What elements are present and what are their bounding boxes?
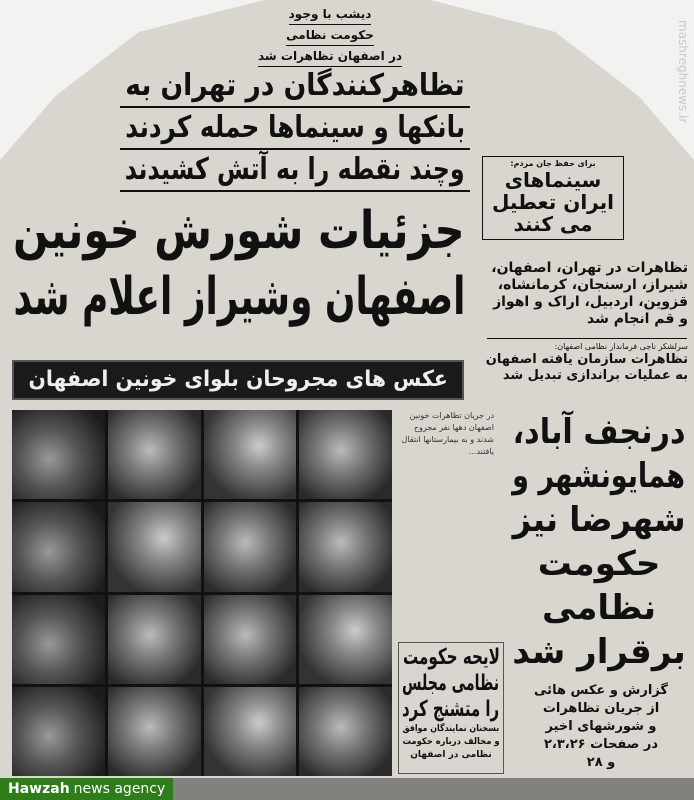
right-headline-row	[510, 586, 688, 630]
right-headline-line: حکومت	[537, 544, 661, 584]
law-sub: و مخالف درباره حکومت	[402, 737, 500, 747]
report-line: از جریان تظاهرات	[542, 701, 660, 716]
photo	[12, 410, 105, 499]
box-line: ایران تعطیل	[492, 190, 614, 214]
kicker-row	[240, 46, 420, 67]
photo	[12, 502, 105, 591]
main-headline	[6, 198, 472, 330]
photo	[108, 502, 201, 591]
right-headline-row	[510, 498, 688, 542]
right-headline-row	[510, 542, 688, 586]
report-row	[516, 700, 686, 718]
headline-line: وچند نقطه را به آتش کشیدند	[125, 152, 465, 187]
box-line: می کنند	[513, 212, 593, 236]
isfahan-story	[483, 342, 688, 384]
right-headline-line: درنجف آباد،	[512, 412, 686, 452]
right-headline-line: شهرضا نیز	[512, 500, 686, 540]
headline-row	[120, 108, 470, 150]
photo	[299, 687, 392, 776]
box-row	[483, 213, 623, 235]
photo	[108, 410, 201, 499]
right-headline-line: همایونشهر و	[512, 456, 686, 496]
report-line: گزارش و عکس هائی	[534, 683, 668, 698]
photo-grid	[12, 410, 392, 776]
law-sub-row	[401, 736, 501, 749]
report-row	[516, 682, 686, 700]
isfahan-kicker: سرلشکر ناجی فرماندار نظامی اصفهان:	[554, 342, 688, 351]
photo-caption: عکس های مجروحان بلوای خونین اصفهان	[28, 367, 448, 392]
right-headline-row	[510, 410, 688, 454]
divider	[487, 338, 687, 339]
main-headline-line: اصفهان وشیراز اعلام شد	[12, 267, 465, 327]
kicker-row	[240, 4, 420, 25]
photo	[299, 410, 392, 499]
report-line: در صفحات ۲،۳،۲۶	[543, 737, 659, 752]
photo	[108, 687, 201, 776]
report-line: و شورشهای اخیر	[545, 719, 657, 734]
right-headline	[510, 410, 688, 674]
kicker	[240, 4, 420, 67]
photo	[108, 595, 201, 684]
brand-badge	[0, 778, 173, 800]
law-sub: بسخنان نمایندگان موافق	[402, 724, 500, 734]
main-headline-line: جزئیات شورش خونین	[13, 201, 465, 261]
law-box	[398, 642, 504, 774]
law-line: نظامی مجلس	[402, 671, 500, 696]
report-row	[516, 754, 686, 772]
law-row	[401, 645, 501, 671]
box-row	[483, 191, 623, 213]
kicker-row	[240, 25, 420, 46]
brand-name: Hawzah	[8, 781, 70, 797]
photo	[299, 595, 392, 684]
law-row	[401, 671, 501, 697]
right-headline-row	[510, 630, 688, 674]
law-sub-row	[401, 749, 501, 762]
photo	[204, 502, 297, 591]
watermark: mashreghnews.ir	[676, 20, 690, 124]
report-row	[516, 736, 686, 754]
photo	[12, 595, 105, 684]
report-row	[516, 718, 686, 736]
main-headline-row	[6, 264, 472, 330]
report-text	[516, 682, 686, 772]
headline-line: تظاهرکنندگان در تهران به	[125, 68, 465, 103]
photo	[12, 687, 105, 776]
right-headline-row	[510, 454, 688, 498]
law-line: را متشنج کرد	[402, 697, 500, 722]
kicker-line: در اصفهان تظاهرات شد	[258, 46, 402, 67]
brand-suffix: news agency	[73, 781, 166, 797]
photo-caption-bar	[12, 360, 464, 400]
main-headline-row	[6, 198, 472, 264]
headline-line: بانکها و سینماها حمله کردند	[125, 110, 465, 145]
cinema-box	[482, 156, 624, 240]
headline	[120, 66, 470, 192]
headline-row	[120, 66, 470, 108]
law-line: لایحه حکومت	[402, 645, 500, 670]
cities-text: تظاهرات در تهران، اصفهان، شیراز، ارسنجان، کرمانشاه، قزوین، اردبیل، اراک و اهواز و قم انجام شد	[491, 260, 688, 327]
box-row	[483, 169, 623, 191]
box-line: سینماهای	[504, 168, 602, 192]
kicker-line: دیشب با وجود	[289, 4, 372, 25]
photo	[204, 410, 297, 499]
photo	[299, 502, 392, 591]
report-line: و ۲۸	[586, 755, 616, 770]
box-kicker: برای حفظ جان مردم:	[510, 159, 596, 168]
isfahan-headline: تظاهرات سازمان یافته اصفهان به عملیات براندازی تبدیل شد	[485, 352, 688, 383]
photo	[204, 595, 297, 684]
photo	[204, 687, 297, 776]
law-sub-row	[401, 723, 501, 736]
column-text: در جریان تظاهرات خونین اصفهان دهها نفر مجروح شدند و به بیمارستانها انتقال یافتند...	[401, 411, 494, 456]
law-sub: نظامی در اصفهان	[410, 750, 492, 760]
right-headline-line: برقرار شد	[512, 632, 686, 672]
law-row	[401, 697, 501, 723]
kicker-line: حکومت نظامی	[286, 25, 374, 46]
headline-row	[120, 150, 470, 192]
right-headline-line: نظامی	[541, 588, 657, 628]
